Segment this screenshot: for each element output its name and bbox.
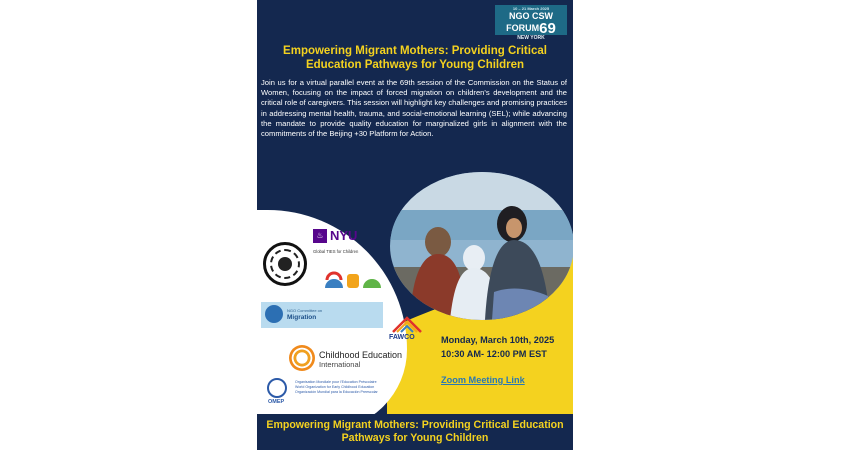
migration-label: NGO Committee on [287, 308, 323, 313]
nyu-name: NYU [330, 228, 358, 243]
childhood-education-international-logo [289, 345, 409, 375]
event-flyer [257, 0, 573, 450]
nyu-logo [313, 229, 369, 261]
event-title: Empowering Migrant Mothers: Providing Critical Education Pathways for Young Children [283, 45, 547, 71]
cei-name: Childhood Education [319, 350, 403, 360]
fawco-flag-icon [385, 316, 429, 334]
event-time: 10:30 AM- 12:00 PM EST [441, 349, 547, 359]
footer-title: Empowering Migrant Mothers: Providing Critical Education Pathways for Young Children [266, 419, 564, 444]
ngo-csw-forum-badge [495, 5, 567, 41]
badge-number: 69 [539, 20, 556, 37]
omep-globe-icon [267, 378, 287, 398]
omep-line-2: World Organization for Early Childhood Education [295, 385, 375, 389]
ngo-committee-migration-logo [261, 302, 383, 328]
nyu-subtitle: Global TIES for Children [313, 249, 359, 254]
migration-globe-icon [265, 305, 283, 323]
fawco-name: FAWCO [389, 334, 415, 341]
badge-dates: 10 – 21 March 2025 [512, 6, 550, 11]
event-description: Join us for a virtual parallel event at the 69th session of the Commission on the Status of Women, focusing on the impact of forced migration on children's development and the critical role of caregivers. This session will highlight key challenges and promising practices in addressing mental health, trauma, and social-emotional learning (SEL); while advancing the mandate to provide quality education for marginalized girls in alignment with the commitments of the Beijing +30 Platform for Action. [261, 78, 567, 139]
omep-logo [265, 376, 415, 408]
omep-line-1: Organisation Mondiale pour l'Education Préscolaire [295, 380, 377, 384]
cei-subname: International [319, 360, 361, 369]
soroptimist-international-logo [263, 242, 307, 286]
zoom-meeting-link[interactable]: Zoom Meeting Link [441, 375, 525, 385]
badge-forum: FORUM [506, 23, 540, 33]
fawco-logo [385, 316, 429, 344]
event-date: Monday, March 10th, 2025 [441, 335, 555, 345]
migration-name: Migration [287, 314, 317, 321]
badge-city: NEW YORK [517, 35, 545, 41]
early-childhood-logo [323, 270, 387, 292]
omep-tag: OMEP [268, 399, 285, 405]
omep-line-3: Organización Mundial para la Educación Preescolar [295, 390, 378, 394]
sun-icon [289, 345, 315, 371]
nyu-torch-icon: ♨ [313, 229, 327, 243]
badge-name: NGO CSW [509, 11, 553, 21]
mothers-and-child-photo [390, 172, 573, 320]
